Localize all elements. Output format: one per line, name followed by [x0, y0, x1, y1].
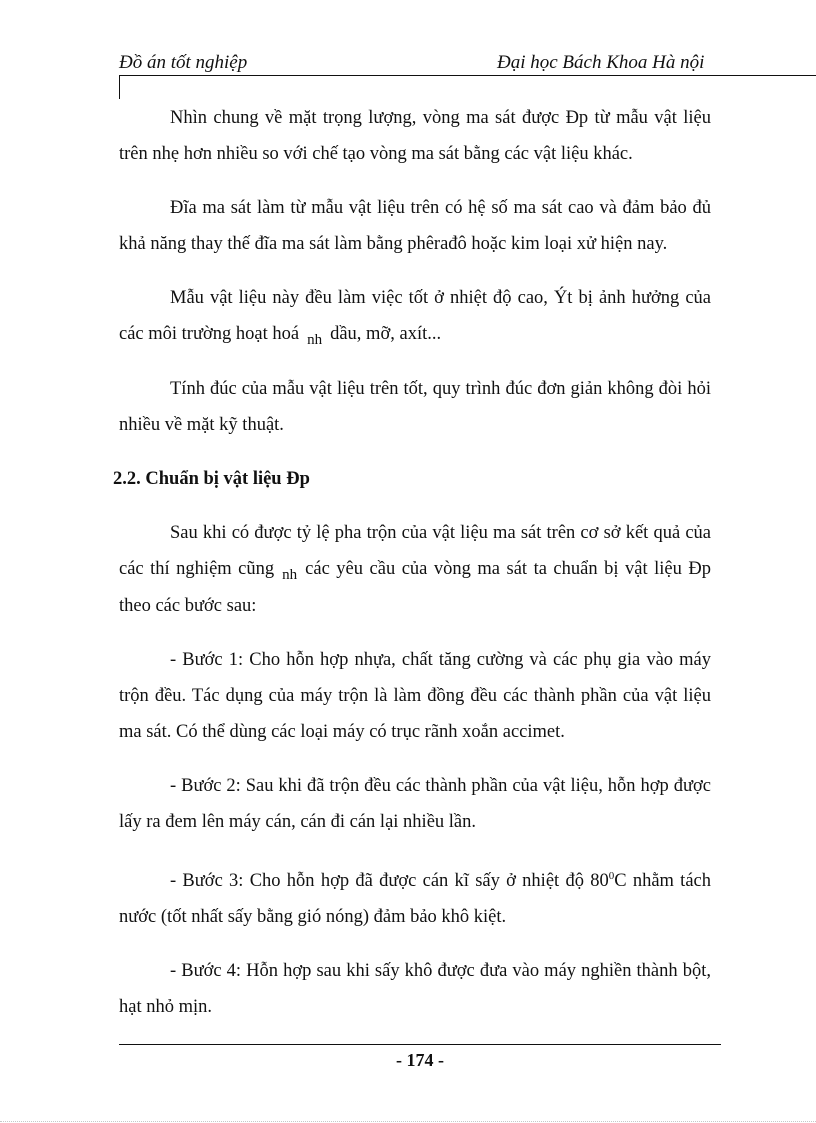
degree-superscript: 0 [608, 870, 615, 882]
header-left-title: Đồ án tốt nghiệp [119, 52, 248, 73]
paragraph-casting: Tính đúc của mẫu vật liệu trên tốt, quy trình đúc đơn giản không đòi hỏi nhiều về mặt kỹ thuật. [119, 379, 711, 435]
paragraph-text: dầu, mỡ, axít... [330, 324, 442, 344]
step-2: - Bước 2: Sau khi đã trộn đều các thành phần của vật liệu, hỗn hợp được lấy ra đem lên máy cán, cán đi cán lại nhiều lần. [119, 776, 711, 832]
step-text: - Bước 3: Cho hỗn hợp đã được cán kĩ sấy ở nhiệt độ 80 [170, 871, 609, 892]
footer-rule [119, 1044, 721, 1045]
document-body [113, 100, 711, 1043]
page-bottom-edge [0, 1121, 816, 1122]
paragraph-section-intro [119, 515, 711, 624]
step-text: C nhằm tách nước (tốt nhất sấy bằng gió nóng) đảm bảo khô kiệt. [119, 871, 711, 928]
header-rule-tick [119, 75, 120, 99]
paragraph-text: các yêu cầu của vòng ma sát ta chuẩn bị vật liệu Đp theo các bước sau: [119, 559, 711, 616]
paragraph-text: Mẫu vật liệu này đều làm việc tốt ở nhiệt độ cao, Ýt bị ảnh hưởng của các môi trường hoạt hoá [119, 288, 711, 344]
paragraph-fragment: nh [282, 567, 298, 583]
paragraph-temperature [119, 280, 711, 353]
header-rule [119, 75, 816, 76]
step-4: - Bước 4: Hỗn hợp sau khi sấy khô được đưa vào máy nghiền thành bột, hạt nhỏ mịn. [119, 961, 711, 1018]
section-heading: 2.2. Chuẩn bị vật liệu Đp [113, 469, 310, 489]
paragraph-text: Sau khi có được tỷ lệ pha trộn của vật liệu ma sát trên cơ sở kết quả của các thí nghiệm cũng [119, 523, 711, 579]
step-3 [119, 858, 711, 935]
page-number: - 174 - [396, 1050, 444, 1070]
step-1: - Bước 1: Cho hỗn hợp nhựa, chất tăng cường và các phụ gia vào máy trộn đều. Tác dụng của máy trộn là làm đồng đều các thành phần của vật liệu ma sát. Có thể dùng các loại máy có trục rãnh xoắn accimet. [119, 650, 711, 742]
paragraph-friction-disc: Đĩa ma sát làm từ mẫu vật liệu trên có hệ số ma sát cao và đảm bảo đủ khả năng thay thế đĩa ma sát làm bằng phêrađô hoặc kim loại xử hiện nay. [119, 198, 711, 254]
header-right-title: Đại học Bách Khoa Hà nội [497, 52, 705, 73]
paragraph-weight: Nhìn chung về mặt trọng lượng, vòng ma sát được Đp từ mẫu vật liệu trên nhẹ hơn nhiều so với chế tạo vòng ma sát bằng các vật liệu khác. [119, 108, 711, 164]
paragraph-fragment: nh [307, 332, 323, 348]
